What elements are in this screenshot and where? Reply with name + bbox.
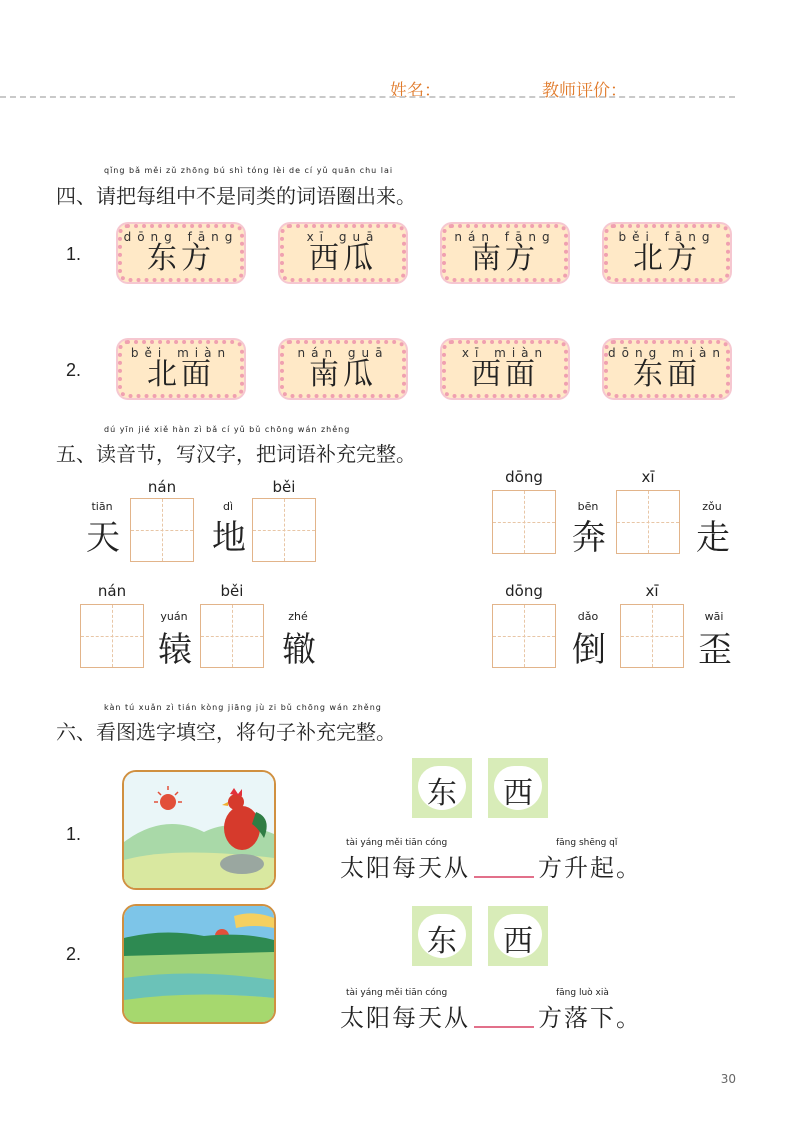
char-pinyin: dì <box>222 500 234 513</box>
grid-pinyin: nán <box>97 582 127 600</box>
grid-pinyin: xī <box>641 468 655 486</box>
given-char: 天 <box>86 518 120 558</box>
q6-item2-number: 2. <box>66 944 82 964</box>
card-pinyin: xī miàn <box>461 346 549 360</box>
writing-grid[interactable] <box>620 604 684 668</box>
q5-title-pinyin: dú yīn jié xiě hàn zì bǎ cí yǔ bǔ chōng wán zhěng <box>104 425 351 434</box>
card-word: 北方 <box>633 241 701 276</box>
choice-east[interactable] <box>412 758 472 818</box>
header-divider <box>0 96 735 98</box>
card-pinyin: dōng miàn <box>608 346 726 360</box>
writing-grid[interactable] <box>492 604 556 668</box>
char-pinyin: zǒu <box>702 500 722 513</box>
card-pinyin: běi fāng <box>618 230 716 244</box>
q4-row1-number: 1. <box>66 244 82 264</box>
answer-blank[interactable] <box>474 876 534 878</box>
writing-grid[interactable] <box>80 604 144 668</box>
q4-title-pinyin: qǐng bǎ měi zǔ zhōng bú shì tóng lèi de cí yǔ quān chu lai <box>104 166 394 175</box>
card-pinyin: běi miàn <box>130 346 232 360</box>
char-pinyin: zhé <box>288 610 308 623</box>
char-pinyin: dǎo <box>577 610 599 623</box>
sunset-picture <box>122 904 276 1024</box>
q6-title: 六、看图选字填空，将句子补充完整。 <box>56 720 396 744</box>
given-char: 倒 <box>572 630 606 670</box>
q5-title: 五、读音节，写汉字，把词语补充完整。 <box>56 442 416 466</box>
grid-pinyin: xī <box>645 582 659 600</box>
grid-pinyin: běi <box>272 478 296 496</box>
q4-row2-number: 2. <box>66 360 82 380</box>
card-word: 南瓜 <box>309 357 377 392</box>
card-word: 北面 <box>147 357 215 392</box>
sunrise-rooster-picture <box>122 770 276 890</box>
char-pinyin: tiān <box>91 500 113 513</box>
word-card[interactable] <box>604 224 730 282</box>
sentence-pinyin-after: fāng shēng qǐ <box>556 838 618 848</box>
grid-pinyin: dōng <box>505 582 543 600</box>
sentence-before: 太阳每天从 <box>340 854 470 882</box>
word-card[interactable] <box>280 340 406 398</box>
card-word: 东方 <box>147 241 215 276</box>
writing-grid[interactable] <box>252 498 316 562</box>
card-pinyin: nán fāng <box>454 230 556 244</box>
page-number: 30 <box>720 1072 736 1086</box>
card-pinyin: xī guā <box>306 230 380 244</box>
sentence-pinyin-before: tài yáng měi tiān cóng <box>346 988 448 998</box>
sentence-2 <box>340 998 642 1033</box>
word-card[interactable] <box>442 224 568 282</box>
card-pinyin: nán guā <box>297 346 389 360</box>
given-char: 奔 <box>572 518 606 558</box>
given-char: 辕 <box>158 630 192 670</box>
choice-east[interactable] <box>412 906 472 966</box>
q6-title-pinyin: kàn tú xuǎn zì tián kòng jiāng jù zi bǔ chōng wán zhěng <box>104 703 382 712</box>
given-char: 歪 <box>698 630 732 670</box>
card-word: 南方 <box>471 241 539 276</box>
choice-west[interactable] <box>488 906 548 966</box>
word-card[interactable] <box>604 340 730 398</box>
writing-grid[interactable] <box>492 490 556 554</box>
sentence-pinyin-after: fāng luò xià <box>556 988 609 998</box>
word-card[interactable] <box>118 224 244 282</box>
writing-grid[interactable] <box>616 490 680 554</box>
choice-char: 东 <box>427 776 457 811</box>
name-label: 姓名： <box>390 81 441 101</box>
choice-char: 西 <box>503 776 533 811</box>
grid-pinyin: dōng <box>505 468 543 486</box>
writing-grid[interactable] <box>130 498 194 562</box>
card-word: 西瓜 <box>309 241 377 276</box>
choice-char: 东 <box>427 924 457 959</box>
grid-pinyin: nán <box>147 478 177 496</box>
choice-char: 西 <box>503 924 533 959</box>
sentence-pinyin-before: tài yáng měi tiān cóng <box>346 838 448 848</box>
word-card[interactable] <box>442 340 568 398</box>
q4-title: 四、请把每组中不是同类的词语圈出来。 <box>56 184 416 208</box>
choice-west[interactable] <box>488 758 548 818</box>
answer-blank[interactable] <box>474 1026 534 1028</box>
writing-grid[interactable] <box>200 604 264 668</box>
given-char: 地 <box>212 518 246 558</box>
sentence-after: 方升起。 <box>538 854 642 882</box>
sentence-1 <box>340 848 642 883</box>
char-pinyin: wāi <box>704 610 724 623</box>
card-pinyin: dōng fāng <box>123 230 239 244</box>
sentence-after: 方落下。 <box>538 1004 642 1032</box>
char-pinyin: bēn <box>577 500 599 513</box>
sentence-before: 太阳每天从 <box>340 1004 470 1032</box>
given-char: 走 <box>696 518 730 558</box>
char-pinyin: yuán <box>160 610 188 623</box>
card-word: 西面 <box>471 357 539 392</box>
teacher-eval-label: 教师评价： <box>542 81 627 101</box>
given-char: 辙 <box>282 630 316 670</box>
q6-item1-number: 1. <box>66 824 82 844</box>
word-card[interactable] <box>280 224 406 282</box>
word-card[interactable] <box>118 340 244 398</box>
grid-pinyin: běi <box>220 582 244 600</box>
card-word: 东面 <box>633 357 701 392</box>
